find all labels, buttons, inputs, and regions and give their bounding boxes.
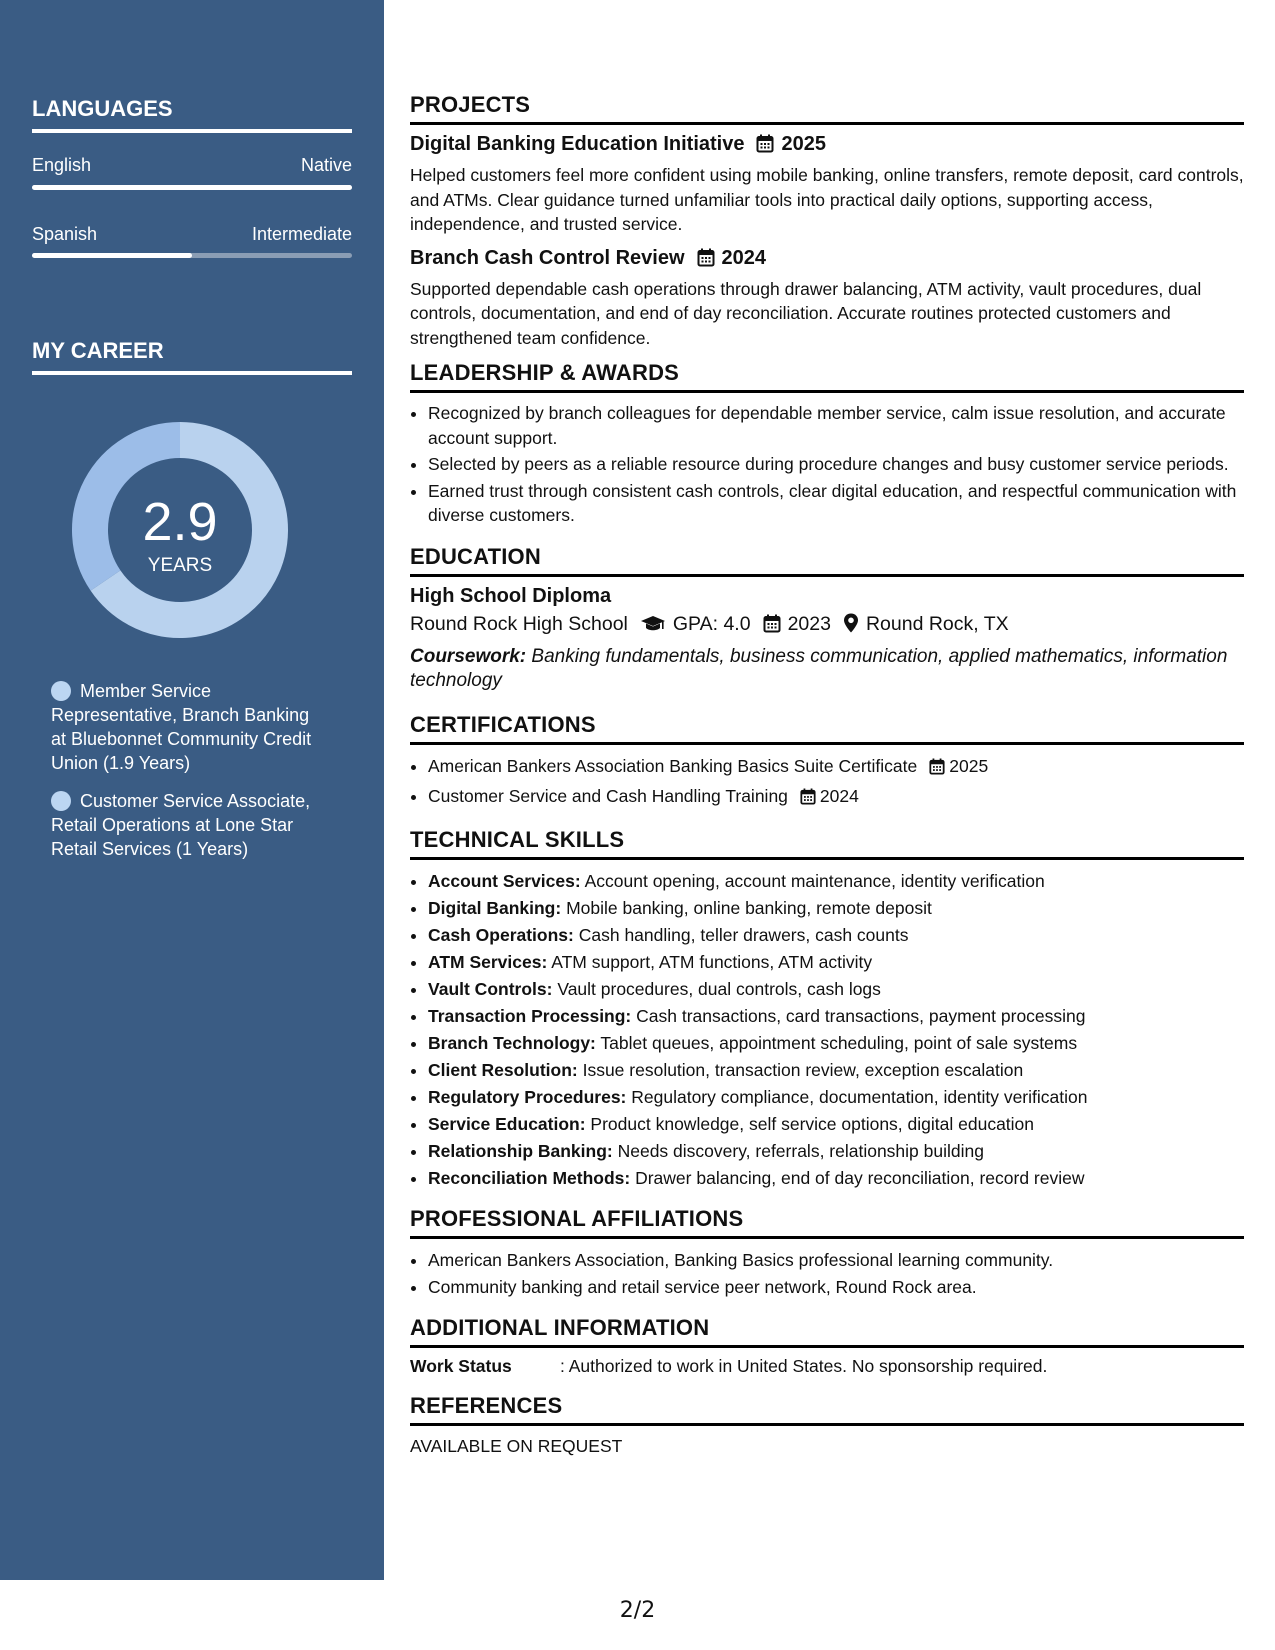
list-item: • Recognized by branch colleagues for dependable member service, calm issue resolution, and accurate account support. <box>428 401 1244 450</box>
skill-label: Regulatory Procedures: <box>428 1086 627 1107</box>
education-degree: High School Diploma <box>410 584 612 607</box>
map-pin-icon <box>843 613 859 639</box>
list-item <box>428 1111 1244 1138</box>
education-section <box>410 544 1244 694</box>
list-item <box>428 1138 1244 1165</box>
career-item-text: Customer Service Associate, Retail Operations at Lone Star Retail Services (1 Years) <box>51 791 311 859</box>
calendar-icon <box>929 756 945 783</box>
skill-label: Reconciliation Methods: <box>428 1167 631 1188</box>
certification-year: 2024 <box>819 785 859 806</box>
certification-name: American Bankers Association Banking Basics Suite Certificate <box>428 755 918 776</box>
language-bar-english <box>32 185 352 190</box>
list-item <box>428 895 1244 922</box>
references-text: AVAILABLE ON REQUEST <box>410 1435 623 1456</box>
leadership-heading: LEADERSHIP & AWARDS <box>410 360 1244 393</box>
list-item <box>428 949 1244 976</box>
references-heading: REFERENCES <box>410 1393 1244 1426</box>
skill-label: Branch Technology: <box>428 1032 596 1053</box>
skill-label: Relationship Banking: <box>428 1140 613 1161</box>
languages-heading: LANGUAGES <box>32 96 352 133</box>
list-item <box>428 1165 1244 1192</box>
skill-value: Mobile banking, online banking, remote deposit <box>561 897 932 918</box>
leadership-list <box>410 401 1244 528</box>
list-item <box>428 922 1244 949</box>
calendar-icon <box>697 248 715 273</box>
certifications-heading: CERTIFICATIONS <box>410 712 1244 745</box>
coursework-label: Coursework: <box>410 645 527 667</box>
affiliations-heading: PROFESSIONAL AFFILIATIONS <box>410 1206 1244 1239</box>
main-content <box>410 92 1244 1457</box>
calendar-icon <box>763 614 781 639</box>
language-name: English <box>32 155 92 175</box>
list-item <box>428 783 1244 813</box>
career-donut-chart <box>66 416 294 644</box>
projects-section <box>410 92 1244 350</box>
leadership-section <box>410 360 1244 528</box>
list-item <box>428 1003 1244 1030</box>
project-title: Digital Banking Education Initiative <box>410 133 745 155</box>
skill-label: Transaction Processing: <box>428 1005 632 1026</box>
sidebar <box>0 0 384 1580</box>
education-coursework <box>410 645 1244 694</box>
certification-name: Customer Service and Cash Handling Training <box>428 785 788 806</box>
work-status-row <box>410 1356 1244 1377</box>
project-title-row <box>410 247 1244 273</box>
graduation-cap-icon <box>640 615 666 639</box>
skill-value: ATM support, ATM functions, ATM activity <box>547 951 873 972</box>
language-level: Native <box>300 155 352 175</box>
certifications-section <box>410 712 1244 813</box>
affiliations-list <box>410 1247 1244 1301</box>
career-heading: MY CAREER <box>32 338 352 375</box>
career-list <box>51 679 326 875</box>
projects-heading: PROJECTS <box>410 92 1244 125</box>
career-total-unit: YEARS <box>147 555 213 576</box>
skill-value: Account opening, account maintenance, identity verification <box>580 870 1045 891</box>
list-item <box>428 753 1244 783</box>
work-status-key: Work Status <box>410 1355 512 1376</box>
skill-label: Digital Banking: <box>428 897 562 918</box>
language-bar-fill <box>32 185 352 190</box>
list-item: • Community banking and retail service peer network, Round Rock area. <box>428 1274 1244 1301</box>
project-description: Helped customers feel more confident using mobile banking, online transfers, remote deposit, card controls, and ATMs. Clear guidance turned unfamiliar tools into practical daily options, supporting access, independence, and trusted service. <box>410 165 1244 234</box>
project-description: Supported dependable cash operations through drawer balancing, ATM activity, vault procedures, dual controls, documentation, and end of day reconciliation. Accurate routines protected customers and strengthened team confidence. <box>410 278 1202 348</box>
project-title: Branch Cash Control Review <box>410 246 685 269</box>
legend-dot-icon <box>51 791 71 811</box>
skill-label: Client Resolution: <box>428 1059 578 1080</box>
language-name: Spanish <box>32 224 98 244</box>
skill-value: Product knowledge, self service options, digital education <box>585 1113 1035 1134</box>
skill-value: Tablet queues, appointment scheduling, point of sale systems <box>595 1032 1078 1053</box>
skill-value: Cash handling, teller drawers, cash counts <box>573 924 909 945</box>
legend-dot-icon <box>51 681 71 701</box>
additional-section <box>410 1315 1244 1377</box>
career-item-text: Member Service Representative, Branch Banking at Bluebonnet Community Credit Union (1.9 Years) <box>51 681 312 773</box>
list-item <box>428 1057 1244 1084</box>
list-item <box>428 868 1244 895</box>
education-school: Round Rock High School <box>410 612 628 635</box>
skill-value: Issue resolution, transaction review, exception escalation <box>577 1059 1024 1080</box>
skills-list <box>410 868 1244 1192</box>
list-item: • American Bankers Association, Banking Basics professional learning community. <box>428 1247 1244 1274</box>
skills-section <box>410 827 1244 1192</box>
skill-label: Service Education: <box>428 1113 586 1134</box>
language-bar-spanish <box>32 253 352 258</box>
language-bar-fill <box>32 253 192 258</box>
list-item <box>428 976 1244 1003</box>
project-year: 2025 <box>781 133 826 155</box>
additional-heading: ADDITIONAL INFORMATION <box>410 1315 1244 1348</box>
education-heading: EDUCATION <box>410 544 1244 577</box>
affiliations-section <box>410 1206 1244 1301</box>
skill-label: ATM Services: <box>428 951 548 972</box>
certification-year: 2025 <box>949 755 989 776</box>
skills-heading: TECHNICAL SKILLS <box>410 827 1244 860</box>
skill-label: Account Services: <box>428 870 581 891</box>
list-item: • Earned trust through consistent cash controls, clear digital education, and respectful communication with diverse customers. <box>428 479 1244 528</box>
calendar-icon <box>800 786 816 813</box>
list-item: • Selected by peers as a reliable resource during procedure changes and busy customer service periods. <box>428 452 1244 477</box>
references-section <box>410 1393 1244 1457</box>
education-year: 2023 <box>787 612 831 635</box>
career-item <box>51 789 326 861</box>
education-details <box>410 613 1244 639</box>
skill-label: Cash Operations: <box>428 924 574 945</box>
skill-value: Drawer balancing, end of day reconciliation, record review <box>630 1167 1085 1188</box>
work-status-value: : Authorized to work in United States. No sponsorship required. <box>560 1355 1048 1376</box>
certifications-list <box>410 753 1244 813</box>
skill-value: Vault procedures, dual controls, cash logs <box>552 978 881 999</box>
language-row-spanish <box>32 224 352 245</box>
career-total-value: 2.9 <box>142 492 218 552</box>
skill-value: Regulatory compliance, documentation, identity verification <box>626 1086 1088 1107</box>
skill-value: Cash transactions, card transactions, payment processing <box>631 1005 1086 1026</box>
list-item <box>428 1084 1244 1111</box>
page-number: 2/2 <box>619 1598 656 1623</box>
calendar-icon <box>756 134 774 159</box>
education-gpa: GPA: 4.0 <box>672 612 751 635</box>
coursework-text: Banking fundamentals, business communication, applied mathematics, information technology <box>410 645 1228 691</box>
career-item <box>51 679 326 775</box>
skill-label: Vault Controls: <box>428 978 553 999</box>
education-location: Round Rock, TX <box>865 612 1009 635</box>
project-title-row <box>410 133 1244 159</box>
language-level: Intermediate <box>251 224 352 244</box>
skill-value: Needs discovery, referrals, relationship building <box>612 1140 984 1161</box>
list-item <box>428 1030 1244 1057</box>
language-row-english <box>32 155 352 176</box>
project-year: 2024 <box>721 246 767 269</box>
